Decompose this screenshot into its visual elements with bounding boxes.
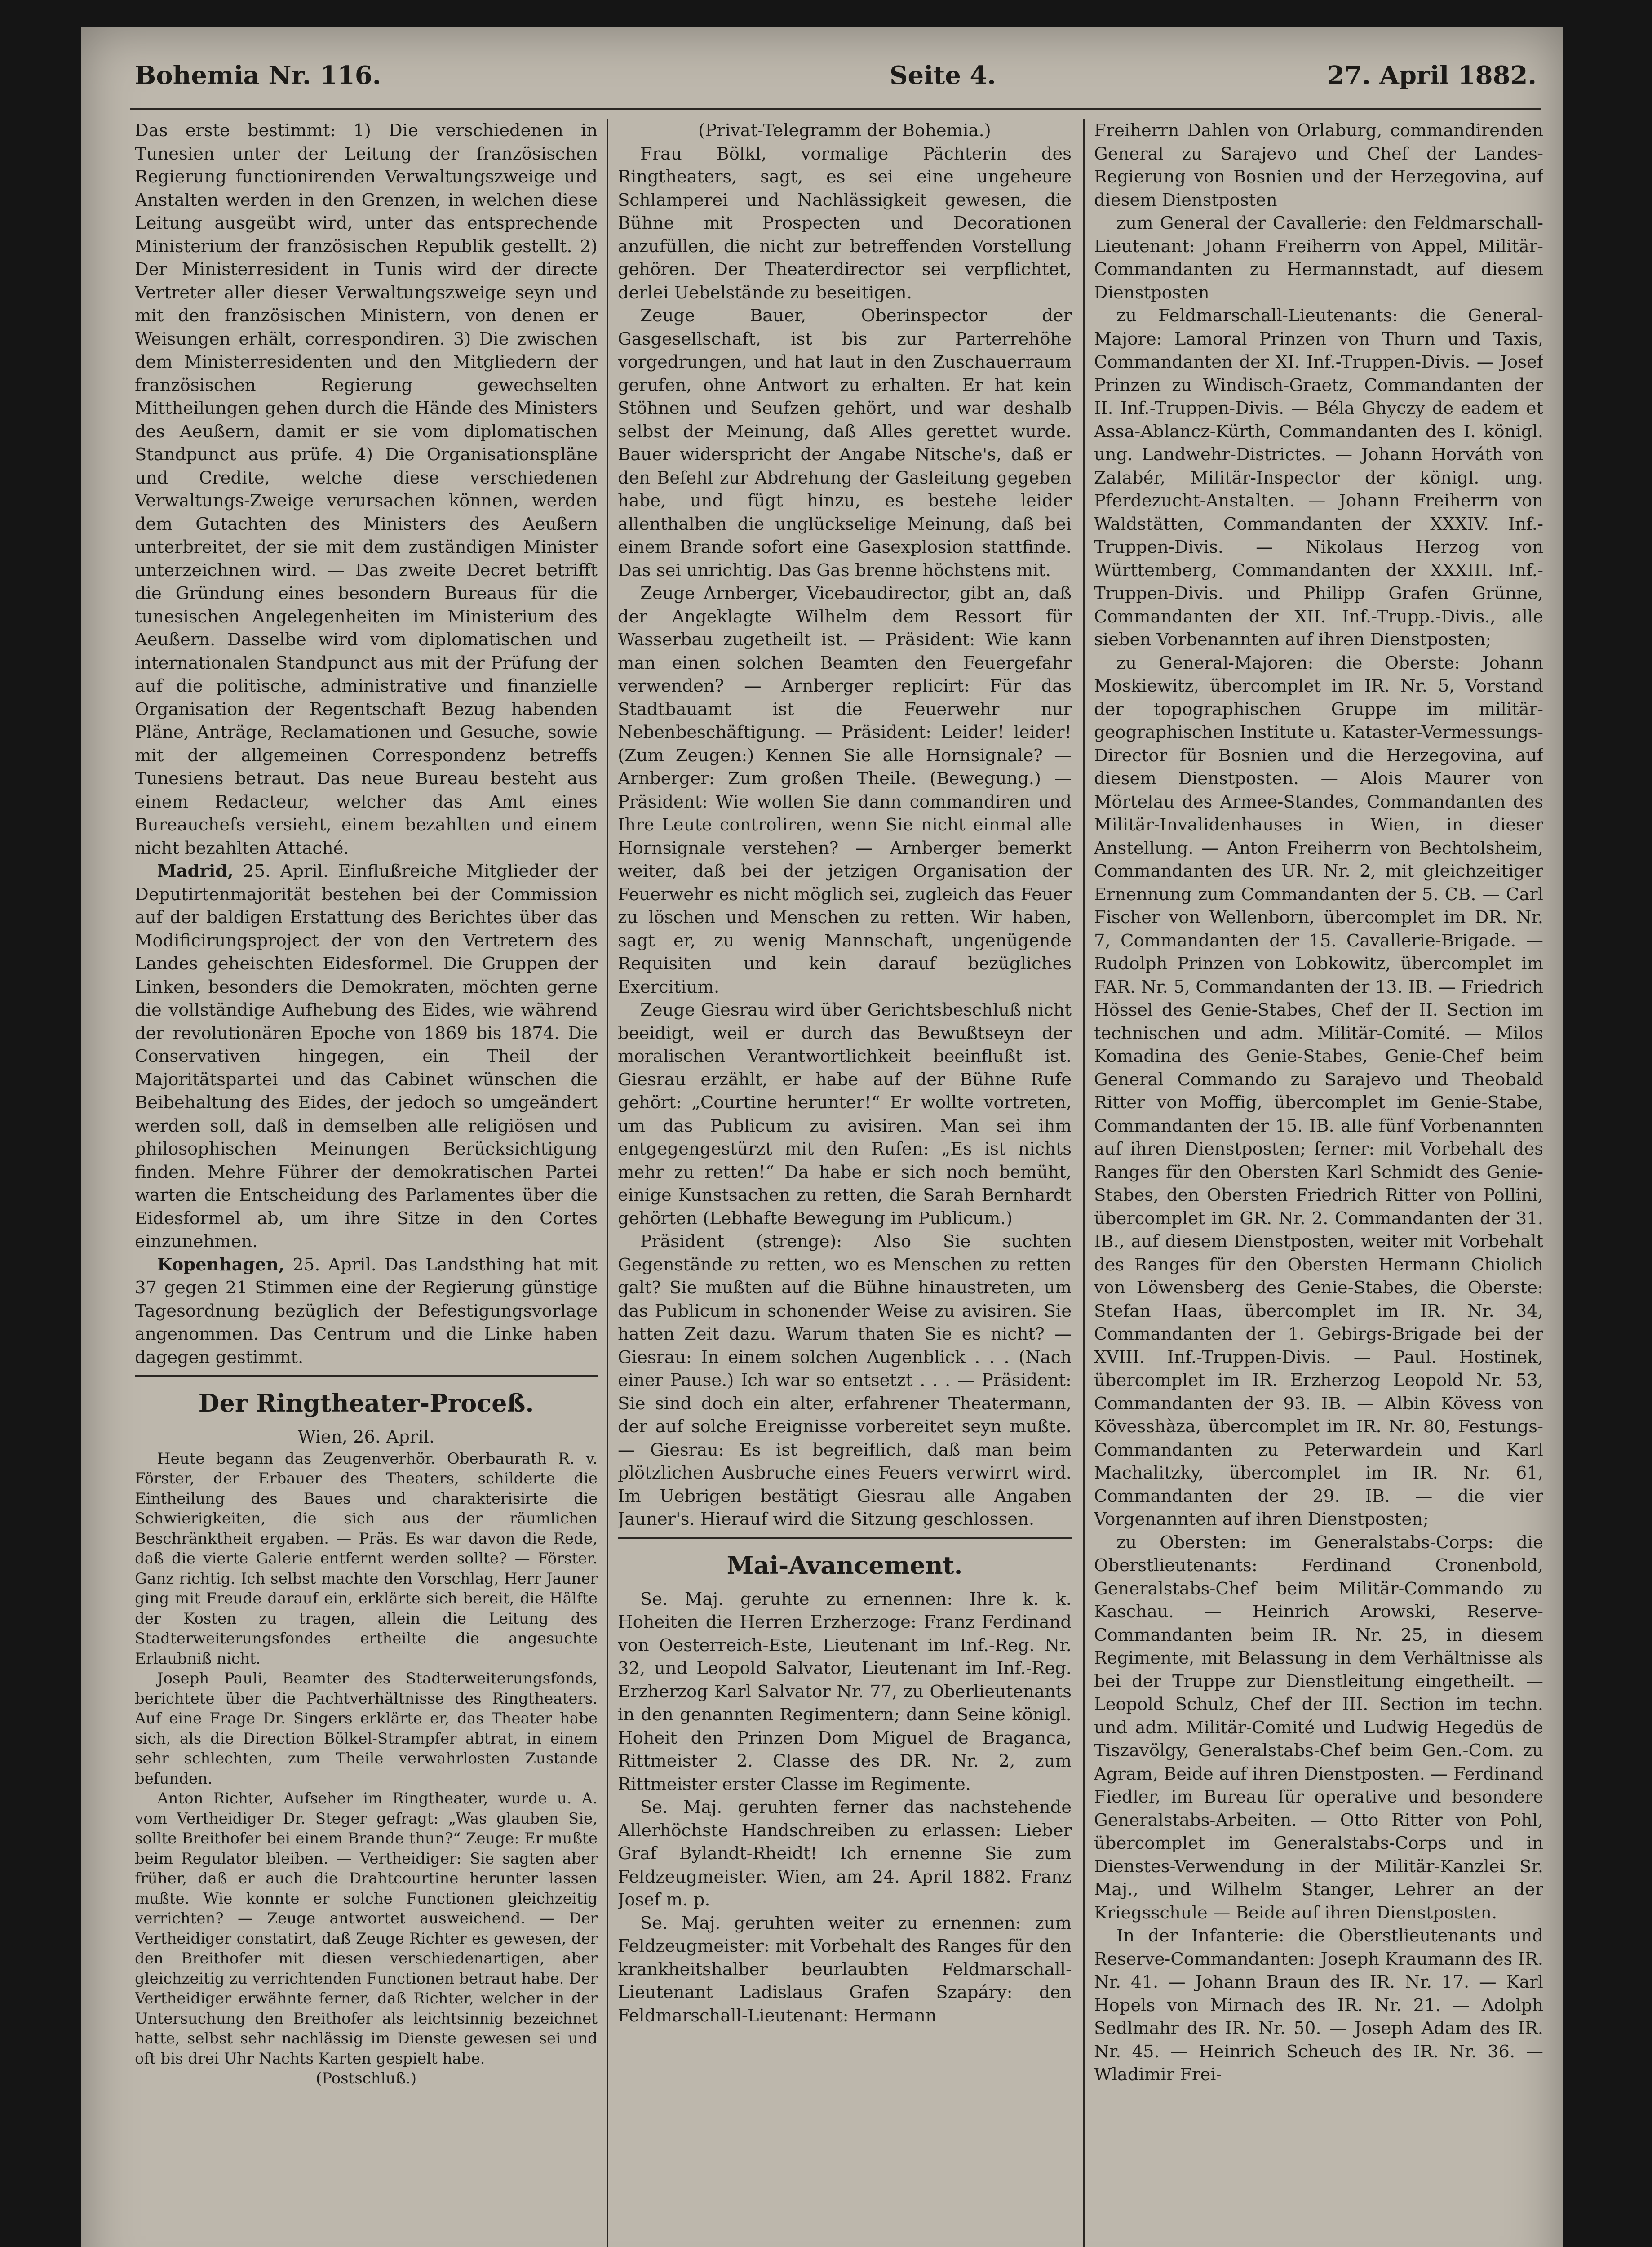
article-paragraph: Anton Richter, Aufseher im Ringtheater, wurde u. A. vom Vertheidiger Dr. Steger gefragt: „Was glauben Sie, sollte Breithofer bei einem Brande thun?“ Zeuge: Er mußte beim Regulator bleiben. — Vertheidiger: Sie sagten aber früher, daß er auch die Drahtcourtine herunter lassen mußte. Wie konnte er solche Functionen gleichzeitig verrichten? — Zeuge antwortet ausweichend. — Der Vertheidiger constatirt, daß Zeuge Richter es gewesen, der den Breithofer mit diesen verschiedenartigen, aber gleichzeitig zu verrichtenden Functionen betraut habe. Der Vertheidiger erwähnte ferner, daß Richter, welcher in der Untersuchung den Breithofer als leichtsinnig bezeichnet hatte, selbst sehr nachlässig im Dienste gewesen sei und oft bis drei Uhr Nachts Karten gespielt habe. (135, 1790, 598, 2068)
column-3 (1094, 119, 1543, 2247)
small-print-block (135, 1449, 598, 2089)
article-paragraph: zu Obersten: im Generalstabs-Corps: die Oberstlieutenants: Ferdinand Cronenbold, Generalstabs-Chef beim Militär-Commando zu Kaschau. — Heinrich Arowski, Reserve-Commandanten beim IR. Nr. 25, in diesem Regimente, mit Belassung in dem Verhältnisse als bei der Truppe zur Dienstleitung eingetheilt. — Leopold Schulz, Chef der III. Section im techn. und adm. Militär-Comité und Ludwig Hegedüs de Tiszavölgy, Generalstabs-Chef beim Gen.-Com. zu Agram, Beide auf ihren Dienstposten. — Ferdinand Fiedler, im Bureau für operative und besondere Generalstabs-Arbeiten. — Otto Ritter von Pohl, übercomplet im Generalstabs-Corps und in Dienstes-Verwendung in der Militär-Kanzlei Sr. Maj., und Wilhelm Stanger, Lehrer an der Kriegsschule — Beide auf ihren Dienstposten. (1094, 1532, 1543, 1923)
section-title: Der Ringtheater-Proceß. (135, 1375, 598, 1421)
column-divider-2 (1083, 119, 1085, 2247)
page-number: Seite 4. (890, 61, 996, 90)
dateline: Wien, 26. April. (297, 1427, 435, 1447)
article-paragraph: Zeuge Giesrau wird über Gerichtsbeschluß nicht beeidigt, weil er durch das Bewußtseyn der moralischen Verantwortlichkeit beeinflußt ist. Giesrau erzählt, er habe auf der Bühne Rufe gehört: „Courtine herunter!“ Er wollte vortreten, um das Publicum zu avisiren. Man sei ihm entgegengestürzt mit den Rufen: „Es ist nichts mehr zu retten!“ Da habe er sich noch bemüht, einige Kunstsachen zu retten, die Sarah Bernhardt gehörten (Lebhafte Bewegung im Publicum.) (618, 1000, 1072, 1229)
place-name: Kopenhagen, (157, 1254, 285, 1275)
article-paragraph: Zeuge Arnberger, Vicebaudirector, gibt an, daß der Angeklagte Wilhelm dem Ressort für Wasserbau zugetheilt ist. — Präsident: Wie kann man einen solchen Beamten den Feuergefahr verwenden? — Arnberger replicirt: Für das Stadtbauamt ist die Feuerwehr nur Nebenbeschäftigung. — Präsident: Leider! leider! (Zum Zeugen:) Kennen Sie alle Hornsignale? — Arnberger: Zum großen Theile. (Bewegung.) — Präsident: Wie wollen Sie dann commandiren und Ihre Leute controliren, wenn Sie nicht einmal alle Hornsignale verstehen? — Arnberger bemerkt weiter, daß bei der jetzigen Organisation der Feuerwehr es nicht möglich sei, zugleich das Feuer zu löschen und Menschen zu retten. Wir haben, sagt er, zu wenig Mannschaft, ungenügende Requisiten und kein darauf bezügliches Exercitium. (618, 583, 1072, 997)
issue-date: 27. April 1882. (1327, 61, 1537, 90)
header-rule (130, 108, 1541, 110)
article-paragraph: Se. Maj. geruhten ferner das nachstehende Allerhöchste Handschreiben zu erlassen: Lieber Graf Bylandt-Rheidt! Ich ernenne Sie zum Feldzeugmeister. Wien, am 24. April 1882. Franz Josef m. p. (618, 1797, 1072, 1910)
article-paragraph: Freiherrn Dahlen von Orlaburg, commandirenden General zu Sarajevo und Chef der Landes-Regierung von Bosnien und der Herzegovina, auf diesem Dienstposten (1094, 120, 1543, 210)
article-paragraph: Das erste bestimmt: 1) Die verschiedenen in Tunesien unter der Leitung der französischen Regierung functionirenden Verwaltungszweige und Anstalten werden in den Grenzen, in welchen diese Leitung ausgeübt wird, unter das entsprechende Ministerium der französischen Republik gestellt. 2) Der Ministerresident in Tunis wird der directe Vertreter aller dieser Verwaltungszweige seyn und mit den französischen Ministern, von denen er Weisungen erhält, correspondiren. 3) Die zwischen dem Ministerresidenten und den Mitgliedern der französischen Regierung gewechselten Mittheilungen gehen durch die Hände des Ministers des Aeußern, damit er sie vom diplomatischen Standpunct aus prüfe. 4) Die Organisationspläne und Credite, welche diese verschiedenen Verwaltungs-Zweige verursachen können, werden dem Gutachten des Ministers des Aeußern unterbreitet, der sie mit dem zuständigen Minister unterzeichnen wird. — Das zweite Decret betrifft die Gründung eines besondern Bureaus für die tunesischen Angelegenheiten im Ministerium des Aeußern. Dasselbe wird vom diplomatischen und internationalen Standpunct aus mit der Prüfung der auf die politische, administrative und finanzielle Organisation der Regentschaft Bezug habenden Pläne, Anträge, Reclamationen und Gesuche, sowie mit der allgemeinen Correspondenz betreffs Tunesiens betraut. Das neue Bureau besteht aus einem Redacteur, welcher das Amt eines Bureauchefs versieht, einem bezahlten und einem nicht bezahlten Attaché. (135, 120, 598, 858)
column-divider-1 (607, 119, 608, 2247)
place-name: Madrid, (157, 861, 234, 881)
article-paragraph: zum General der Cavallerie: den Feldmarschall-Lieutenant: Johann Freiherrn von Appel, Militär-Commandanten zu Hermannstadt, auf diesem Dienstposten (1094, 213, 1543, 303)
article-paragraph: Frau Bölkl, vormalige Pächterin des Ringtheaters, sagt, es sei eine ungeheure Schlamperei und Nachlässigkeit gewesen, die Bühne mit Prospecten und Decorationen anzufüllen, die nicht zur betreffenden Vorstellung gehören. Der Theaterdirector sei verpflichtet, derlei Uebelstände zu beseitigen. (618, 143, 1072, 303)
article-paragraph: In der Infanterie: die Oberstlieutenants und Reserve-Commandanten: Joseph Kraumann des IR. Nr. 41. — Johann Braun des IR. Nr. 17. — Karl Hopels von Mirnach des IR. Nr. 21. — Adolph Sedlmahr des IR. Nr. 50. — Joseph Adam des IR. Nr. 45. — Heinrich Scheuch des IR. Nr. 36. — Wladimir Frei- (1094, 1926, 1543, 2085)
article-paragraph: Se. Maj. geruhten weiter zu ernennen: zum Feldzeugmeister: mit Vorbehalt des Ranges für den krankheitshalber beurlaubten Feldmarschall-Lieutenant Ladislaus Grafen Szapáry: den Feldmarschall-Lieutenant: Hermann (618, 1913, 1072, 2026)
article-paragraph: Präsident (strenge): Also Sie suchten Gegenstände zu retten, wo es Menschen zu retten galt? Sie mußten auf die Bühne hinaustreten, um das Publicum in schonender Weise zu avisiren. Sie hatten Zeit dazu. Warum thaten Sie es nicht? — Giesrau: In einem solchen Augenblick . . . (Nach einer Pause.) Ich war so entsetzt . . . — Präsident: Sie sind doch ein alter, erfahrener Theatermann, der auf solche Ereignisse vorbereitet seyn mußte. — Giesrau: Es ist begreiflich, daß man beim plötzlichen Ausbruche eines Feuers verwirrt wird. Im Uebrigen bestätigt Giesrau alle Angaben Jauner's. Hierauf wird die Sitzung geschlossen. (618, 1231, 1072, 1529)
masthead-issue: Bohemia Nr. 116. (135, 61, 381, 90)
page-header (135, 61, 1537, 106)
article-paragraph: zu General-Majoren: die Oberste: Johann Moskiewitz, übercomplet im IR. Nr. 5, Vorstand der topographischen Gruppe im militär-geographischen Institute u. Kataster-Vermessungs-Director für Bosnien und die Herzegovina, auf diesem Dienstposten. — Alois Maurer von Mörtelau des Armee-Standes, Commandanten des Militär-Invalidenhauses in Wien, in dieser Anstellung. — Anton Freiherrn von Bechtolsheim, Commandanten des UR. Nr. 2, mit gleichzeitiger Ernennung zum Commandanten der 5. CB. — Carl Fischer von Wellenborn, übercomplet im DR. Nr. 7, Commandanten der 15. Cavallerie-Brigade. — Rudolph Prinzen von Lobkowitz, übercomplet im FAR. Nr. 5, Commandanten der 13. IB. — Friedrich Hössel des Genie-Stabes, Chef der II. Section im technischen und adm. Militär-Comité. — Milos Komadina des Genie-Stabes, Genie-Chef beim General Commando zu Sarajevo und Theobald Ritter von Moffig, übercomplet im Genie-Stabe, Commandanten der 15. IB. alle fünf Vorbenannten auf ihren Dienstposten; ferner: mit Vorbehalt des Ranges für den Obersten Karl Schmidt des Genie-Stabes, den Obersten Friedrich Ritter von Pollini, übercomplet im GR. Nr. 2. Commandanten der 31. IB., auf diesem Dienstposten, weiter mit Vorbehalt des Ranges für den Obersten Hermann Chiolich von Löwensberg des Genie-Stabes, die Oberste: Stefan Haas, übercomplet im IR. Nr. 34, Commandanten der 1. Gebirgs-Brigade bei der XVIII. Inf.-Truppen-Divis. — Paul. Hostinek, übercomplet im IR. Erzherzog Leopold Nr. 53, Commandanten der 93. IB. — Albin Kövess von Kövesshàza, übercomplet im IR. Nr. 80, Festungs-Commandanten zu Peterwardein und Karl Machalitzky, übercomplet im IR. Nr. 61, Commandanten der 29. IB. — die vier Vorgenannten auf ihren Dienstposten; (1094, 653, 1543, 1529)
closing-note: (Postschluß.) (315, 2069, 417, 2087)
article-paragraph: Kopenhagen, 25. April. Das Landsthing hat mit 37 gegen 21 Stimmen eine der Regierung günstige Tagesordnung bezüglich der Befestigungsvorlage angenommen. Das Centrum und die Linke haben dagegen gestimmt. (135, 1254, 598, 1368)
article-paragraph: Zeuge Bauer, Oberinspector der Gasgesellschaft, ist bis zur Parterrehöhe vorgedrungen, und hat laut in den Zuschauerraum gerufen, ohne Antwort zu erhalten. Er hat kein Stöhnen und Seufzen gehört, und war deshalb selbst der Meinung, daß Alles gerettet wurde. Bauer widerspricht der Angabe Nitsche's, daß er den Befehl zur Abdrehung der Gasleitung gegeben habe, und fügt hinzu, es bestehe leider allenthalben die unglückselige Meinung, daß bei einem Brande sofort eine Gasexplosion stattfinde. Das sei unrichtig. Das Gas brenne höchstens mit. (618, 306, 1072, 581)
article-paragraph: Madrid, 25. April. Einflußreiche Mitglieder der Deputirtenmajorität bestehen bei der Commission auf der baldigen Erstattung des Berichtes über das Modificirungsproject der von den Vertretern des Landes geheischten Eidesformel. Die Gruppen der Linken, besonders die Demokraten, möchten gerne die vollständige Aufhebung des Eides, wie während der revolutionären Epoche von 1869 bis 1874. Die Conservativen hingegen, ein Theil der Majoritätspartei und das Cabinet wünschen die Beibehaltung des Eides, der jedoch so umgeändert werden soll, daß in demselben alle religiösen und philosophischen Meinungen Berücksichtigung finden. Mehre Führer der demokratischen Partei warten die Entscheidung des Parlamentes über die Eidesformel ab, um ihre Sitze in den Cortes einzunehmen. (135, 861, 598, 1252)
newspaper-page (81, 27, 1563, 2247)
article-paragraph: Se. Maj. geruhte zu ernennen: Ihre k. k. Hoheiten die Herren Erzherzoge: Franz Ferdinand von Oesterreich-Este, Lieutenant im Inf.-Reg. Nr. 32, und Leopold Salvator, Lieutenant im Inf.-Reg. Erzherzog Karl Salvator Nr. 77, zu Oberlieutenants in den genannten Regimentern; dann Seine königl. Hoheit den Prinzen Dom Miguel de Braganca, Rittmeister 2. Classe des DR. Nr. 2, zum Rittmeister erster Classe im Regimente. (618, 1589, 1072, 1794)
section-title: Mai-Avancement. (618, 1537, 1072, 1583)
article-paragraph: Heute begann das Zeugenverhör. Oberbaurath R. v. Förster, der Erbauer des Theaters, schilderte die Eintheilung des Baues und charakterisirte die Schwierigkeiten, die sich aus der räumlichen Beschränktheit ergaben. — Präs. Es war davon die Rede, daß die vierte Galerie entfernt werden sollte? — Förster. Ganz richtig. Ich selbst machte den Vorschlag, Herr Jauner ging mit Freude darauf ein, erklärte sich bereit, die Hälfte der Kosten zu tragen, allein die Leitung des Stadterweiterungsfondes ertheilte die angesuchte Erlaubniß nicht. (135, 1449, 598, 1668)
article-paragraph: zu Feldmarschall-Lieutenants: die General-Majore: Lamoral Prinzen von Thurn und Taxis, Commandanten der XI. Inf.-Truppen-Divis. — Josef Prinzen zu Windisch-Graetz, Commandanten der II. Inf.-Truppen-Divis. — Béla Ghyczy de eadem et Assa-Ablancz-Kürth, Commandanten des I. königl. ung. Landwehr-Districtes. — Johann Horváth von Zalabér, Militär-Inspector der königl. ung. Pferdezucht-Anstalten. — Johann Freiherrn von Waldstätten, Commandanten der XXXIV. Inf.-Truppen-Divis. — Nikolaus Herzog von Württemberg, Commandanten der XXXIII. Inf.-Truppen-Divis. und Philipp Grafen Grünne, Commandanten der XII. Inf.-Trupp.-Divis., alle sieben Vorbenannten auf ihren Dienstposten; (1094, 306, 1543, 650)
telegram-label: (Privat-Telegramm der Bohemia.) (698, 120, 991, 141)
article-paragraph: Joseph Pauli, Beamter des Stadterweiterungsfonds, berichtete über die Pachtverhältnisse des Ringtheaters. Auf eine Frage Dr. Singers erklärte er, das Theater habe sich, als die Direction Bölkel-Strampfer abtrat, in einem sehr schlechten, zum Theile verwahrlosten Zustande befunden. (135, 1670, 598, 1788)
column-1 (135, 119, 598, 2247)
column-2 (618, 119, 1072, 2247)
